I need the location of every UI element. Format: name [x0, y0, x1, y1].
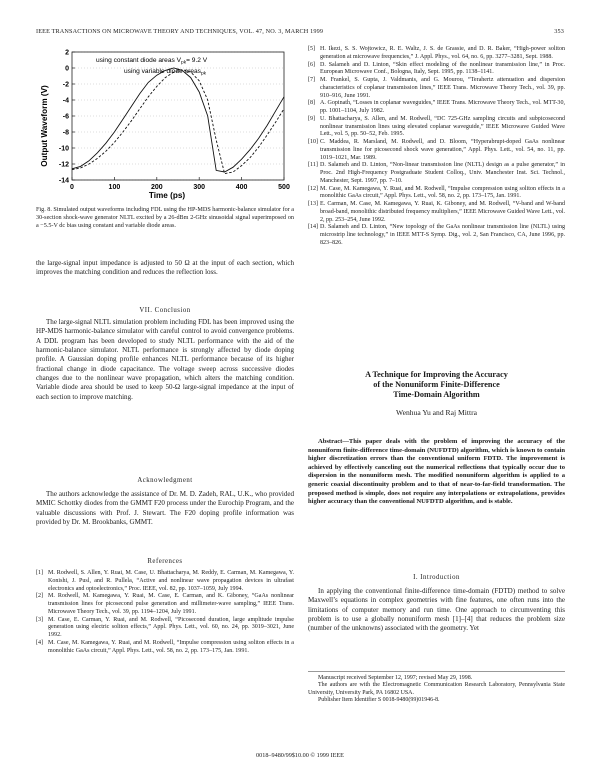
reference-item [36, 640, 294, 656]
y-tick-label: -14 [58, 177, 69, 185]
x-tick-label: 500 [278, 184, 290, 191]
reference-text: M. Frankel, S. Gupta, J. Valdmanis, and G. Mourou, “Terahertz attenuation and dispersion characteristics of coplanar transmission lines,” IEEE Trans. Microwave Theory Tech., vol. 39, pp. 910–916, June 1991. [320, 77, 565, 99]
annotation-pk-subscript: pk [181, 60, 187, 66]
footnote-affiliation: The authors are with the Electromagnetic Communication Research Laboratory, Pennsylvania State University, University Park, PA 16802 USA. [308, 682, 565, 696]
annotation-variable-text: using variable diode areas [124, 68, 201, 75]
reference-number: [13] [308, 201, 319, 207]
reference-text: U. Bhattacharya, S. Allen, and M. Rodwell, “DC 725-GHz sampling circuits and subpicosecond nonlinear transmission lines using elevated coplanar waveguide,” IEEE Microwave Guided Wave Lett., vol. 5, pp. 50–52, Feb. 1995. [320, 115, 565, 138]
fig8-chart [36, 46, 294, 202]
y-tick-label: -2 [62, 81, 69, 89]
references-left [36, 570, 294, 655]
reference-item [308, 62, 565, 78]
reference-item [308, 201, 565, 224]
reference-text: A. Gopinath, “Losses in coplanar waveguides,” IEEE Trans. Microwave Theory Tech., vol. MTT-30, pp. 1001–1104, July 1982. [320, 100, 565, 114]
reference-number: [3] [36, 616, 44, 623]
page-footer: 0018–9480/99$10.00 © 1999 IEEE [256, 752, 344, 759]
reference-text: D. Salameh and D. Linton, “Non-linear transmission line (NLTL) design as a pulse generator,” in Proc. 2nd High-Frequency Postgraduate Student Colloq., Univ. Manchester Inst. Sci. Technol., Manchester, Sept. 1997, pp. 7–10. [320, 162, 565, 184]
reference-text: M. Rodwell, S. Allen, Y. Ruai, M. Case, U. Bhattacharya, M. Reddy, E. Carman, M. Kamegawa, Y. Konishi, J. Pusl, and R. Pullela, “Active and nonlinear wave propagation devices in ultrafast electronics and optoelectronics,” Proc. IEEE, vol. 82, pp. 1037–1059, July 1994. [48, 570, 294, 592]
reference-item [36, 617, 294, 640]
reference-number: [12] [308, 185, 319, 192]
abstract: Abstract—This paper deals with the problem of improving the accuracy of the nonuniform finite-difference time-domain (NUFDTD) algorithm, which is known to contain higher discretization errors than the conventional uniform FDTD. The improvement is achieved by effectively canceling out the numerical reflections that typically occur due to dispersion in the nonuniform mesh. The modified nonuniform algorithm is applied to a generic coaxial discontinuity problem and to that of near-to-far-field transformation. The proposed method is simple, does not require any interpolations or extrapolations, provides higher accuracy than the conventional NUFDTD algorithm, and is stable. [308, 438, 565, 506]
acknowledgment-heading: Acknowledgment [137, 477, 193, 484]
reference-item [308, 116, 565, 139]
annotation-constant [96, 57, 208, 66]
reference-item [308, 77, 565, 100]
acknowledgment-paragraph: The authors acknowledge the assistance of Dr. M. D. Zadeh, RAL, U.K., who provided MMIC Schottky diodes from the GMMT F20 process under the Eurochip Program, and the valuable discussions with Prof. J. Stewart. The F20 doping profile information was provided by Dr. M. Brookbanks, GMMT. [36, 490, 294, 527]
reference-item [308, 224, 565, 247]
reference-text: D. Salameh and D. Linton, “New topology of the GaAs nonlinear transmission line (NLTL) using microstrip line technology,” in IEEE MTT-S Symp. Dig., vol. 2, San Francisco, CA, June 1996, pp. 823–826. [320, 224, 565, 246]
y-tick-label: 2 [65, 49, 69, 57]
continuation-paragraph: the large-signal input impedance is adjusted to 50 Ω at the input of each section, which improves the matching condition and reduces the reflection loss. [36, 259, 294, 277]
article-title-line: of the Nonuniform Finite-Difference [373, 380, 500, 389]
page-number: 353 [554, 28, 564, 35]
footnote-received: Manuscript received September 12, 1997; revised May 29, 1998. [318, 675, 473, 681]
y-tick-label: 0 [65, 65, 69, 73]
reference-item [308, 46, 565, 62]
footnotes [308, 671, 565, 705]
series-constant-diode-areas [72, 68, 284, 172]
reference-text: E. Carman, M. Case, M. Kamegawa, Y. Ruai, K. Giboney, and M. Rodwell, “V-band and W-band broad-band, monolithic distributed frequency multipliers,” IEEE Microwave Guided Wave Lett., vol. 2, pp. 253–254, June 1992. [320, 201, 565, 223]
x-axis-label: Time (ps) [148, 191, 186, 200]
conclusion-heading: VII. Conclusion [139, 307, 191, 314]
reference-number: [7] [308, 77, 316, 83]
annotation-variable [124, 68, 207, 77]
reference-item [308, 162, 565, 185]
reference-number: [6] [308, 61, 316, 68]
reference-item [36, 593, 294, 616]
x-tick-label: 400 [235, 184, 248, 191]
reference-text: M. Rodwell, M. Kamegawa, Y. Ruai, M. Case, E. Carman, and K. Giboney, “GaAs nonlinear transmission lines for picosecond pulse generation and millimeter-wave sampling,” IEEE Trans. Microwave Theory Tech., vol. 39, pp. 1194–1204, July 1991. [48, 593, 294, 615]
y-axis-label: Output Waveform (V) [40, 85, 49, 167]
article-title-line: Time-Domain Algorithm [393, 390, 480, 399]
references-heading: References [147, 558, 183, 565]
x-tick-label: 0 [70, 184, 74, 191]
figure-caption: Fig. 8. Simulated output waveforms including FDL using the HP-MDS harmonic-balance simulator for a 30-section shock-wave generator NLTL excited by a 26-dBm 2-GHz sinusoidal signal superimposed on a −5.5-V dc bias using constant and variable diode areas. [36, 207, 294, 230]
reference-text: M. Case, M. Kamegawa, Y. Ruai, and M. Rodwell, “Impulse compression using soliton effects in a monolithic GaAs circuit,” Appl. Phys. Lett., vol. 58, no. 2, pp. 173–175, Jan. 1991. [320, 185, 565, 200]
article-title [308, 370, 565, 400]
y-tick-label: -4 [62, 97, 69, 105]
reference-number: [10] [308, 139, 319, 145]
running-header [36, 28, 564, 38]
reference-number: [8] [308, 100, 316, 107]
series-variable-diode-areas [72, 70, 284, 174]
x-tick-label: 200 [150, 184, 163, 191]
x-tick-label: 300 [193, 184, 206, 191]
reference-number: [9] [308, 115, 316, 122]
reference-number: [14] [308, 224, 319, 231]
y-tick-label: -6 [62, 113, 69, 121]
reference-text: H. Ikezi, S. S. Wojtowicz, R. E. Waltz, J. S. de Grassie, and D. R. Baker, “High-power soliton generation at microwave frequencies,” J. Appl. Phys., vol. 64, no. 6, pp. 3277–3281, Sept. 1988. [320, 46, 565, 60]
journal-header: IEEE TRANSACTIONS ON MICROWAVE THEORY AND TECHNIQUES, VOL. 47, NO. 3, MARCH 1999 [36, 28, 324, 35]
y-tick-label: -10 [58, 145, 69, 153]
reference-number: [4] [36, 639, 44, 646]
annotation-constant-text: using constant diode areas V [96, 57, 182, 64]
reference-number: [2] [36, 593, 44, 600]
article-authors: Wenhua Yu and Raj Mittra [396, 408, 477, 417]
y-tick-label: -12 [58, 161, 69, 169]
reference-item [36, 570, 294, 593]
introduction-paragraph: In applying the conventional finite-difference time-domain (FDTD) method to solve Maxwell’s equations in complex geometries with fine features, one often runs into the limitations of computer memory and run time. One approach to circumventing this problem is to use a globally nonuniform mesh [1]–[4] that reduces the problem size (number of the unknowns) associated with the geometry. Yet [308, 587, 565, 633]
reference-text: C. Maddea, R. Marsland, M. Rodwell, and D. Bloom, “Hyperabrupt-doped GaAs nonlinear transmission line for picosecond shock wave generation,” Appl. Phys. Lett., vol. 54, no. 11, pp. 1019–1021, Mar. 1989. [320, 139, 565, 161]
introduction-heading: I. Introduction [413, 574, 460, 581]
reference-text: D. Salameh and D. Linton, “Skin effect modeling of the nonlinear transmission line,” in Proc. European Microwave Conf., Bologna, Italy, Sept. 1995, pp. 1138–1141. [320, 61, 565, 76]
conclusion-paragraph: The large-signal NLTL simulation problem including FDL has been improved using the HP-MDS harmonic-balance simulator with careful control to avoid convergence problems. A DDL program has been developed to study NLTL performance with the aid of the harmonic-balance simulator. NLTL performance is strongly affected by diode doping profile. A Gaussian doping profile enhances NLTL performance because of its higher fractional change in diode capacitance. The voltage sweep across successive diodes changes due to the nonlinear wave propagation, which alters the matching condition. Variable diode area should be used to keep 50-Ω large-signal impedance at the input of each section to improve matching. [36, 318, 294, 401]
reference-item [308, 186, 565, 202]
article-title-line: A Technique for Improving the Accuracy [365, 370, 508, 379]
references-right [308, 46, 565, 248]
reference-item [308, 100, 565, 116]
reference-text: M. Case, E. Carman, Y. Ruai, and M. Rodwell, “Picosecond duration, large amplitude impulse generation using electric soliton effects,” Appl. Phys. Lett., vol. 60, no. 24, pp. 3019–3021, June 1992. [48, 616, 294, 638]
reference-item [308, 139, 565, 162]
y-tick-label: -8 [62, 129, 69, 137]
annotation-vpk-value: = 9.2 V [186, 57, 208, 64]
reference-number: [5] [308, 46, 316, 52]
reference-number: [11] [308, 162, 318, 169]
footnote-identifier: Publisher Item Identifier S 0018-9480(99)01946-8. [318, 697, 440, 704]
reference-text: M. Case, M. Kamegawa, Y. Ruai, and M. Rodwell, “Impulse compression using soliton effects in a monolithic GaAs circuit,” Appl. Phys. Lett., vol. 58, no. 2, pp. 173–175, Jan. 1991. [48, 639, 294, 654]
x-tick-label: 100 [108, 184, 121, 191]
reference-number: [1] [36, 570, 44, 576]
annotation-variable-pk: pk [200, 71, 207, 77]
